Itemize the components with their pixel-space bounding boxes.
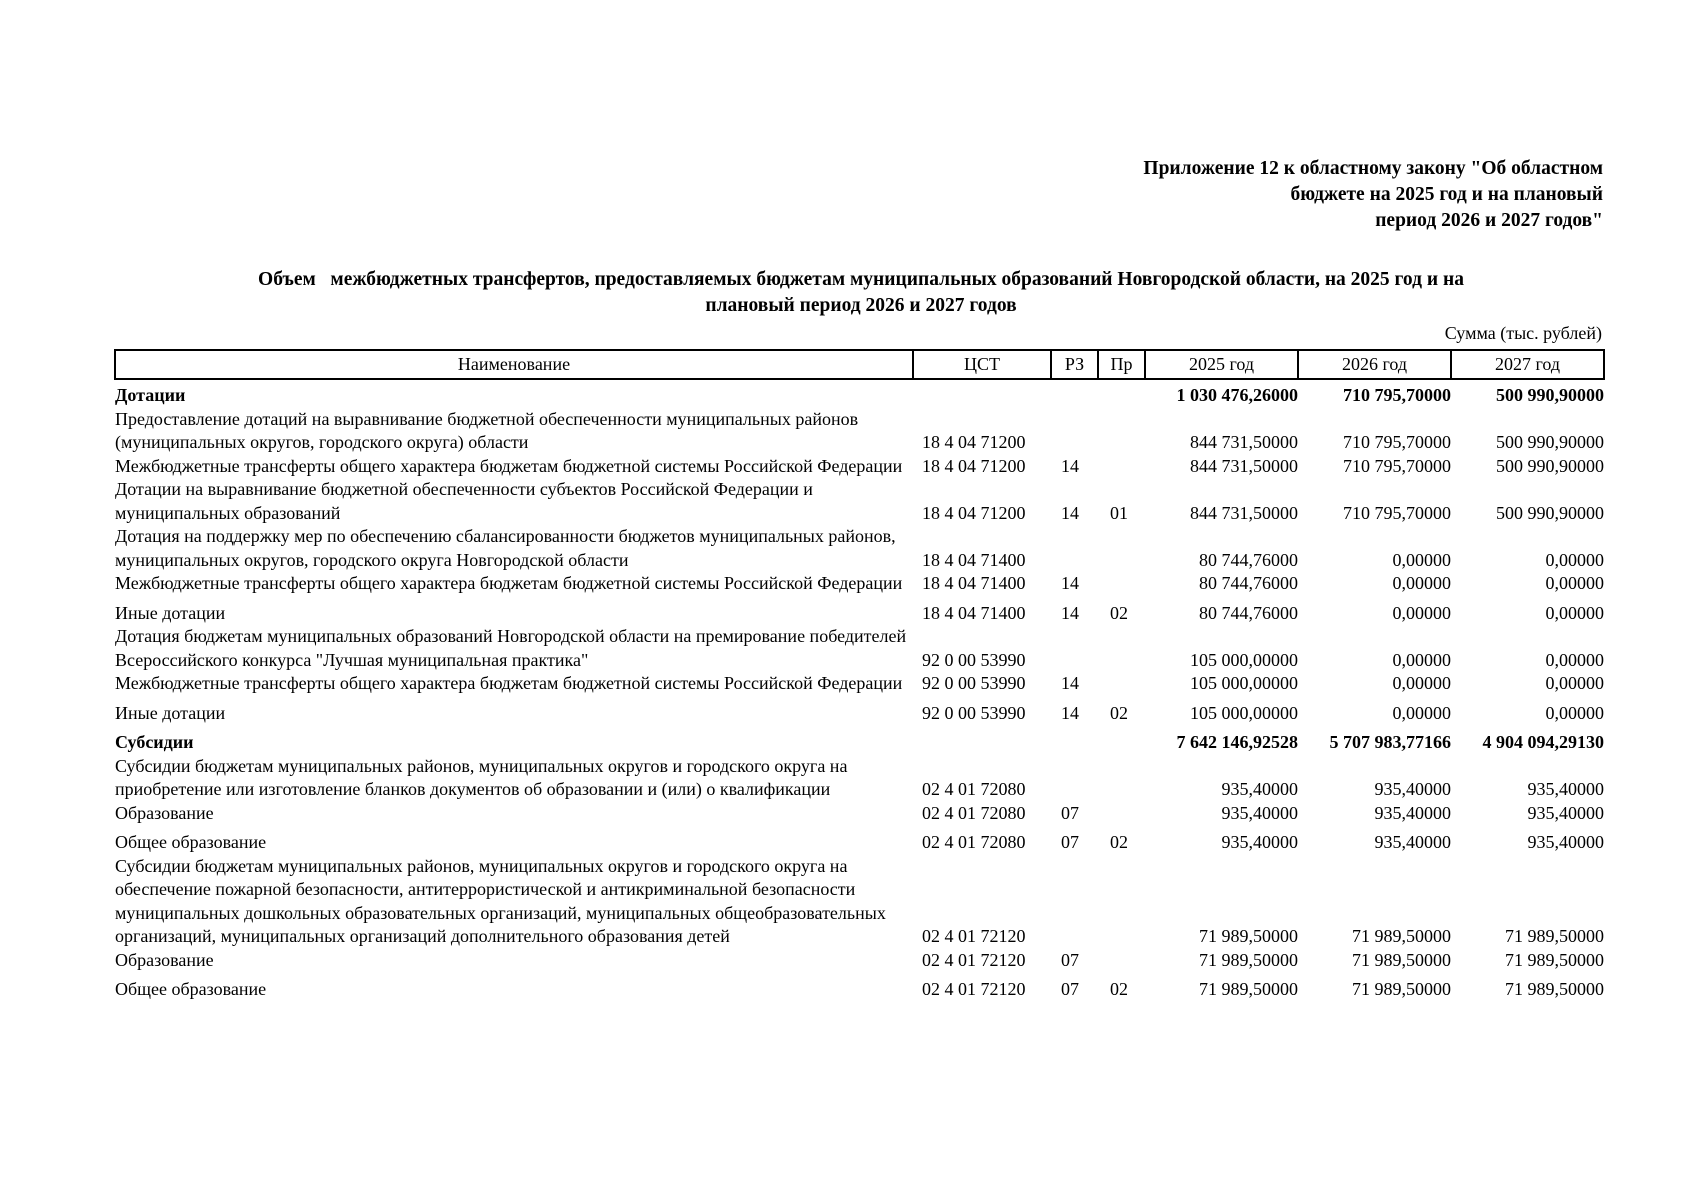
table-row	[115, 572, 1604, 596]
cell-2027: 4 904 094,29130	[1482, 732, 1604, 752]
cell-2027: 71 989,50000	[1505, 979, 1604, 999]
cell-2025: 71 989,50000	[1199, 926, 1298, 946]
cell-cst: 18 4 04 71400	[922, 549, 1026, 570]
cell-2026: 0,00000	[1392, 549, 1451, 570]
cell-pr	[1098, 725, 1145, 755]
cell-name: Субсидии бюджетам муниципальных районов, муниципальных округов и городского округа на приобретение или изготовление бланков документов об образовании и (или) о квалификации	[115, 755, 848, 799]
table-row	[115, 802, 1604, 826]
cell-name: Образование	[115, 802, 214, 823]
cell-name: Межбюджетные трансферты общего характера бюджетам бюджетной системы Российской Федерации	[115, 455, 903, 476]
table-row	[115, 625, 1604, 672]
cell-cst: 18 4 04 71200	[922, 502, 1026, 523]
cell-2025: 80 744,76000	[1199, 602, 1298, 623]
cell-2027: 500 990,90000	[1496, 502, 1604, 523]
section-row	[115, 379, 1604, 408]
cell-2026: 71 989,50000	[1352, 949, 1451, 970]
table-row	[115, 825, 1604, 855]
cell-pr: 01	[1110, 502, 1128, 523]
cell-name: Предоставление дотаций на выравнивание бюджетной обеспеченности муниципальных районов (муниципальных округов, городского округа) области	[115, 408, 859, 452]
table-row	[115, 672, 1604, 696]
cell-cst: 92 0 00 53990	[922, 702, 1026, 723]
cell-rz: 14	[1061, 455, 1079, 476]
cell-cst: 02 4 01 72080	[922, 802, 1026, 823]
cell-2026: 71 989,50000	[1352, 979, 1451, 999]
cell-2027: 0,00000	[1545, 673, 1604, 693]
cell-2026: 0,00000	[1392, 702, 1451, 723]
header-2026: 2026 год	[1298, 350, 1451, 379]
table-row	[115, 696, 1604, 726]
cell-name: Дотации	[115, 385, 186, 405]
cell-rz: 14	[1061, 573, 1079, 593]
cell-2025: 71 989,50000	[1199, 979, 1298, 999]
cell-2027: 0,00000	[1545, 649, 1604, 670]
cell-rz: 14	[1061, 702, 1079, 723]
table-row	[115, 525, 1604, 572]
cell-pr	[1098, 455, 1145, 479]
cell-pr: 02	[1110, 832, 1128, 852]
cell-name: Межбюджетные трансферты общего характера бюджетам бюджетной системы Российской Федерации	[115, 673, 903, 693]
cell-name: Общее образование	[115, 832, 267, 852]
cell-2026: 935,40000	[1374, 832, 1451, 852]
cell-pr	[1098, 755, 1145, 802]
cell-2027: 500 990,90000	[1496, 432, 1604, 452]
cell-rz	[1051, 408, 1098, 455]
cell-cst: 02 4 01 72080	[922, 779, 1026, 799]
cell-pr	[1098, 572, 1145, 596]
document-title-line: Объем межбюджетных трансфертов, предоставляемых бюджетам муниципальных образований Новгородской области, на 2025 год и на	[258, 269, 1464, 290]
cell-cst	[913, 725, 1051, 755]
table-row	[115, 855, 1604, 949]
cell-pr: 02	[1110, 702, 1128, 723]
cell-name: Субсидии	[115, 732, 194, 752]
cell-rz: 07	[1061, 832, 1079, 852]
cell-cst: 92 0 00 53990	[922, 649, 1026, 670]
cell-cst	[913, 379, 1051, 408]
cell-2025: 105 000,00000	[1190, 649, 1298, 670]
cell-2027: 0,00000	[1545, 702, 1604, 723]
cell-pr	[1098, 525, 1145, 572]
appendix-note-line: Приложение 12 к областному закону "Об областном	[1143, 158, 1603, 179]
cell-rz: 07	[1061, 802, 1079, 823]
cell-2026: 0,00000	[1392, 573, 1451, 593]
cell-2025: 935,40000	[1221, 779, 1298, 799]
cell-2026: 0,00000	[1392, 602, 1451, 623]
cell-pr	[1098, 379, 1145, 408]
cell-2026: 710 795,70000	[1343, 432, 1451, 452]
cell-2025: 844 731,50000	[1190, 502, 1298, 523]
cell-cst: 02 4 01 72120	[922, 949, 1026, 970]
cell-pr: 02	[1110, 602, 1128, 623]
appendix-note-line: период 2026 и 2027 годов"	[1375, 210, 1603, 231]
header-rz: РЗ	[1051, 350, 1098, 379]
section-row	[115, 725, 1604, 755]
cell-2026: 710 795,70000	[1343, 455, 1451, 476]
cell-2025: 935,40000	[1221, 832, 1298, 852]
document-title-line: плановый период 2026 и 2027 годов	[705, 295, 1017, 316]
cell-2027: 0,00000	[1545, 549, 1604, 570]
cell-rz: 07	[1061, 979, 1079, 999]
cell-2026: 710 795,70000	[1343, 385, 1451, 405]
cell-2025: 105 000,00000	[1190, 702, 1298, 723]
table-row	[115, 455, 1604, 479]
units-label: Сумма (тыс. рублей)	[1444, 323, 1602, 343]
header-cst: ЦСТ	[913, 350, 1051, 379]
cell-cst: 92 0 00 53990	[922, 673, 1026, 693]
cell-pr	[1098, 408, 1145, 455]
cell-2025: 105 000,00000	[1190, 673, 1298, 693]
cell-cst: 18 4 04 71200	[922, 455, 1026, 476]
cell-name: Иные дотации	[115, 602, 226, 623]
cell-pr	[1098, 625, 1145, 672]
cell-name: Общее образование	[115, 979, 267, 999]
cell-rz: 14	[1061, 502, 1079, 523]
table-row	[115, 755, 1604, 802]
appendix-note	[1043, 156, 1603, 234]
cell-rz	[1051, 855, 1098, 949]
cell-2027: 935,40000	[1527, 779, 1604, 799]
cell-cst: 02 4 01 72080	[922, 832, 1026, 852]
cell-pr	[1098, 949, 1145, 973]
cell-rz	[1051, 625, 1098, 672]
cell-2025: 844 731,50000	[1190, 455, 1298, 476]
table-row	[115, 949, 1604, 973]
cell-cst: 02 4 01 72120	[922, 979, 1026, 999]
cell-2026: 935,40000	[1374, 802, 1451, 823]
cell-2027: 500 990,90000	[1496, 385, 1604, 405]
table-row	[115, 972, 1604, 1002]
transfers-table	[114, 349, 1605, 1002]
cell-2026: 71 989,50000	[1352, 926, 1451, 946]
cell-rz: 07	[1061, 949, 1079, 970]
cell-2027: 935,40000	[1527, 802, 1604, 823]
cell-pr	[1098, 802, 1145, 826]
cell-2025: 844 731,50000	[1190, 432, 1298, 452]
cell-pr: 02	[1110, 979, 1128, 999]
cell-2027: 0,00000	[1545, 602, 1604, 623]
cell-2026: 0,00000	[1392, 673, 1451, 693]
cell-2027: 935,40000	[1527, 832, 1604, 852]
cell-cst: 18 4 04 71400	[922, 573, 1026, 593]
cell-name: Дотации на выравнивание бюджетной обеспеченности субъектов Российской Федерации и муниципальных образований	[115, 479, 813, 523]
cell-2025: 935,40000	[1221, 802, 1298, 823]
cell-2027: 500 990,90000	[1496, 455, 1604, 476]
cell-2025: 7 642 146,92528	[1176, 732, 1298, 752]
cell-cst: 02 4 01 72120	[922, 926, 1026, 946]
table-row	[115, 596, 1604, 626]
table-row	[115, 478, 1604, 525]
cell-2026: 935,40000	[1374, 779, 1451, 799]
document-title	[116, 267, 1606, 319]
cell-2026: 5 707 983,77166	[1329, 732, 1451, 752]
header-2025: 2025 год	[1145, 350, 1298, 379]
cell-2025: 71 989,50000	[1199, 949, 1298, 970]
cell-2025: 1 030 476,26000	[1176, 385, 1298, 405]
cell-2026: 0,00000	[1392, 649, 1451, 670]
cell-cst: 18 4 04 71200	[922, 432, 1026, 452]
appendix-note-line: бюджете на 2025 год и на плановый	[1290, 184, 1603, 205]
cell-name: Иные дотации	[115, 702, 226, 723]
header-pr: Пр	[1098, 350, 1145, 379]
cell-rz	[1051, 525, 1098, 572]
header-name: Наименование	[115, 350, 913, 379]
cell-rz	[1051, 725, 1098, 755]
cell-2026: 710 795,70000	[1343, 502, 1451, 523]
cell-name: Субсидии бюджетам муниципальных районов, муниципальных округов и городского округа на обеспечение пожарной безопасности, антитеррористической и антикриминальной безопасности муниципальных дошкольных образовательных организаций, муниципальных общеобразовательных организаций, муниципальных организаций дополнительного образования детей	[115, 855, 886, 946]
table-row	[115, 408, 1604, 455]
cell-cst: 18 4 04 71400	[922, 602, 1026, 623]
table-header-row	[115, 350, 1604, 379]
cell-2027: 0,00000	[1545, 573, 1604, 593]
cell-name: Образование	[115, 949, 214, 970]
cell-rz: 14	[1061, 602, 1079, 623]
cell-2025: 80 744,76000	[1199, 549, 1298, 570]
cell-2025: 80 744,76000	[1199, 573, 1298, 593]
cell-2027: 71 989,50000	[1505, 926, 1604, 946]
cell-rz: 14	[1061, 673, 1079, 693]
cell-pr	[1098, 855, 1145, 949]
cell-name: Межбюджетные трансферты общего характера бюджетам бюджетной системы Российской Федерации	[115, 573, 903, 593]
cell-name: Дотация на поддержку мер по обеспечению сбалансированности бюджетов муниципальных районов, муниципальных округов, городского округа Новгородской области	[115, 526, 896, 570]
cell-2027: 71 989,50000	[1505, 949, 1604, 970]
cell-rz	[1051, 755, 1098, 802]
cell-rz	[1051, 379, 1098, 408]
cell-pr	[1098, 672, 1145, 696]
cell-name: Дотация бюджетам муниципальных образований Новгородской области на премирование победителей Всероссийского конкурса "Лучшая муниципальная практика"	[115, 626, 907, 670]
header-2027: 2027 год	[1451, 350, 1604, 379]
